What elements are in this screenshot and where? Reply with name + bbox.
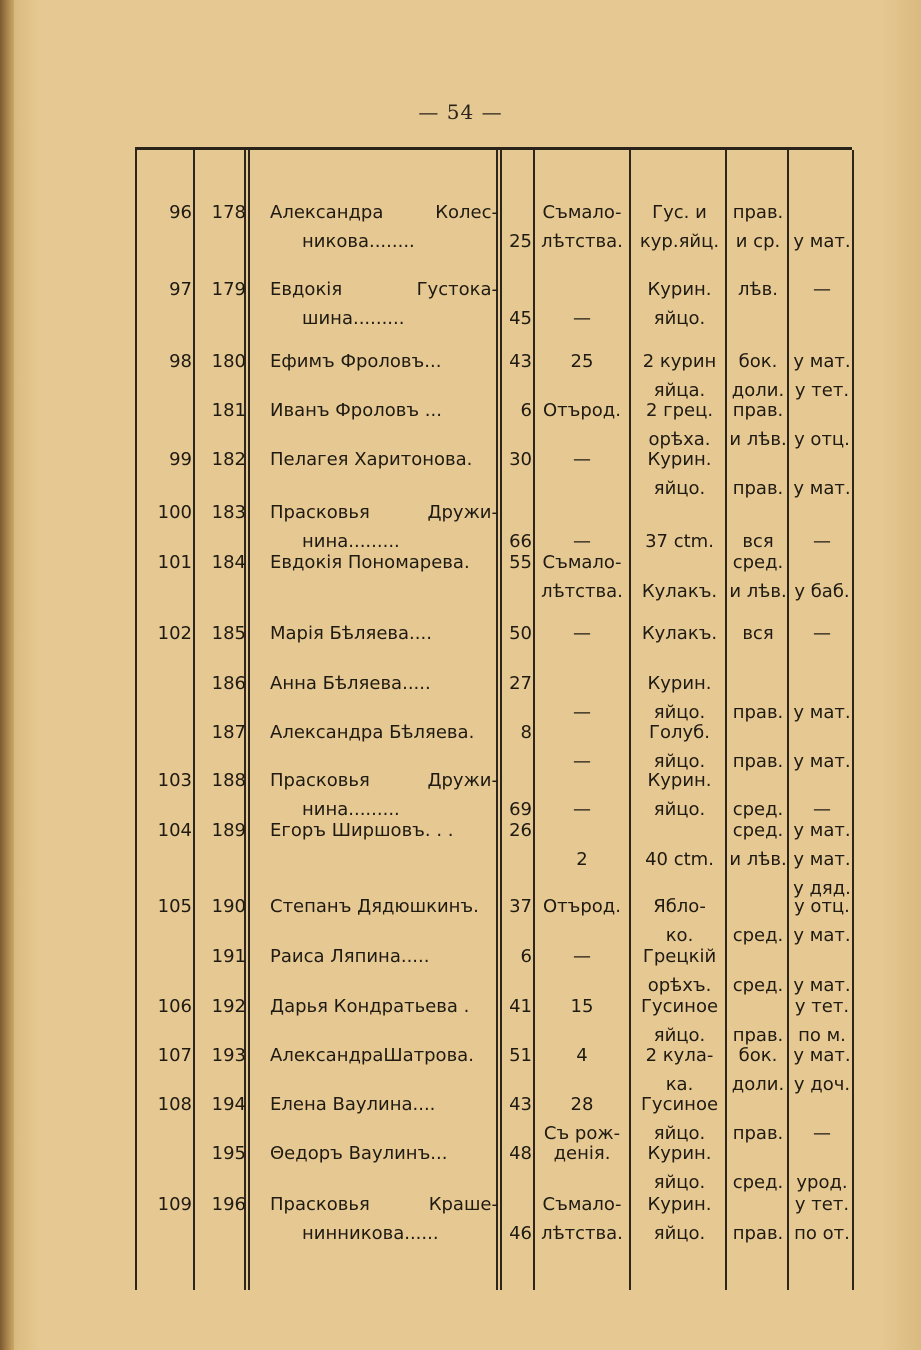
side-line: и ср. [735,231,781,252]
heredity-line [790,766,854,795]
size-line: ко. [665,925,694,946]
column-divider [533,150,535,1290]
side-line: прав. [732,1223,784,1244]
size-line: 2 грец. [645,400,714,421]
heredity-line: у мат. [793,925,851,946]
since-when [536,619,628,648]
heredity-line [790,548,854,577]
since-when [536,816,628,874]
size-description [633,445,726,503]
location-side [728,816,788,874]
person-name-line: Евдокія Густока- [270,279,498,300]
case-number: 194 [211,1094,246,1115]
size-line: Курин. [647,449,712,470]
since-when [536,445,628,474]
case-number: 190 [211,896,246,917]
location-side [728,1139,788,1197]
side-line [728,992,788,1021]
person-name [270,445,498,474]
age: 69 [509,799,532,820]
age: 6 [520,400,532,421]
heredity-line: — [813,799,831,820]
heredity-line: у отц. [794,429,850,450]
person-name-line: Θедоръ Ваулинъ... [270,1143,448,1164]
person-name [270,619,498,648]
side-line: бок. [738,351,778,372]
since-when-line [536,766,628,795]
side-line: прав. [732,751,784,772]
size-line: 37 ctm. [645,531,714,552]
age: 66 [509,531,532,552]
size-line: яйцо. [653,751,706,772]
person-name [270,1139,498,1168]
since-when-line: денія. [553,1143,611,1164]
heredity-line: у отц. [794,896,850,917]
heredity-note [790,198,854,256]
person-name-line: нина......... [302,799,400,820]
person-name-line: Анна Бѣляева..... [270,673,431,694]
person-name-line: Марія Бѣляева.... [270,623,432,644]
side-line: и лѣв. [729,581,787,602]
side-line: сред. [732,820,784,841]
person-name-line: Евдокія Пономарева. [270,552,470,573]
heredity-line: — [813,279,831,300]
location-side [728,548,788,606]
person-name-line: никова........ [302,231,415,252]
side-line: прав. [732,702,784,723]
heredity-line: у доч. [793,1074,851,1095]
size-line: 2 курин [642,351,717,372]
case-number: 192 [211,996,246,1017]
person-name-line: шина......... [302,308,405,329]
person-name-line: Прасковья Краше- [270,1194,498,1215]
case-number: 196 [211,1194,246,1215]
side-line: сред. [732,975,784,996]
case-number: 179 [211,279,246,300]
person-name [270,275,498,333]
size-line [633,498,726,527]
person-name [270,942,498,971]
serial-number: 96 [169,202,192,223]
size-line: 2 кула- [645,1045,714,1066]
size-line: Гусиное [640,996,719,1017]
serial-number: 100 [157,502,192,523]
size-line: яйцо. [653,1025,706,1046]
since-when [536,548,628,606]
location-side [728,445,788,503]
side-line: прав. [732,1025,784,1046]
size-line: яйцо. [653,702,706,723]
size-description [633,198,726,256]
heredity-line: у мат. [793,1045,851,1066]
person-name [270,347,498,376]
age: 55 [509,552,532,573]
heredity-line: у мат. [793,849,851,870]
age: 30 [509,449,532,470]
case-number: 186 [211,673,246,694]
person-name-line: АлександраШатрова. [270,1045,474,1066]
size-line: яйцо. [653,1123,706,1144]
heredity-line: — [813,531,831,552]
person-name [270,548,498,577]
size-description [633,275,726,333]
side-line [728,942,788,971]
side-line: лѣв. [738,279,778,300]
size-line: яйцо. [653,308,706,329]
side-line [728,718,788,747]
page-number: — 54 — [418,100,503,124]
age: 48 [509,1143,532,1164]
case-number: 185 [211,623,246,644]
since-when-line [536,498,628,527]
location-side [728,619,788,648]
person-name-line: нина......... [302,531,400,552]
person-name-line: Прасковья Дружи- [270,770,498,791]
size-line: Курин. [647,279,712,300]
person-name [270,718,498,747]
since-when-line [536,816,628,845]
person-name-line: Александра Колес- [270,202,498,223]
heredity-line: у мат. [793,975,851,996]
since-when-line: 4 [576,1045,588,1066]
side-line: и лѣв. [729,849,787,870]
since-when [536,892,628,921]
table-top-rule [135,147,852,150]
person-name-line: Степанъ Дядюшкинъ. [270,896,479,917]
size-line: Кулакъ. [641,581,718,602]
serial-number: 99 [169,449,192,470]
since-when-line: Отърод. [543,896,621,917]
since-when-line: 28 [570,1094,594,1115]
heredity-line: у мат. [793,351,851,372]
person-name [270,669,498,698]
location-side [728,198,788,256]
age: 50 [509,623,532,644]
heredity-line: у мат. [793,231,851,252]
side-line: вся [742,623,774,644]
person-name [270,1041,498,1070]
heredity-line: у тет. [794,996,850,1017]
age: 43 [509,351,532,372]
case-number: 184 [211,552,246,573]
size-line: орѣха. [648,429,711,450]
person-name-line: Пелагея Харитонова. [270,449,473,470]
since-when-line: Отърод. [543,400,621,421]
size-line: яйца. [653,380,706,401]
person-name-line: Александра Бѣляева. [270,722,475,743]
since-when-line: 2 [576,849,588,870]
case-number: 181 [211,400,246,421]
side-line [728,1190,788,1219]
since-when-line: лѣтства. [541,581,623,602]
since-when-line: Съ рож- [543,1123,621,1144]
case-number: 193 [211,1045,246,1066]
heredity-line [790,304,854,333]
case-number: 189 [211,820,246,841]
side-line: доли. [731,380,785,401]
size-description [633,548,726,606]
heredity-line: урод. [796,1172,848,1193]
heredity-line: у мат. [793,820,851,841]
side-line [728,669,788,698]
since-when [536,198,628,256]
since-when [536,992,628,1021]
since-when-line [536,275,628,304]
age: 43 [509,1094,532,1115]
side-line: вся [742,531,774,552]
age: 8 [520,722,532,743]
side-line [728,766,788,795]
age: 46 [509,1223,532,1244]
heredity-line: у баб. [794,581,850,602]
size-line: кур.яйц. [639,231,720,252]
case-number: 182 [211,449,246,470]
age: 27 [509,673,532,694]
side-line: сред. [732,1172,784,1193]
heredity-line: — [813,623,831,644]
since-when-line: лѣтства. [541,231,623,252]
heredity-line [790,1139,854,1168]
heredity-note [790,548,854,606]
since-when-line: — [573,623,591,644]
heredity-line [790,669,854,698]
serial-number: 97 [169,279,192,300]
person-name [270,1090,498,1119]
person-name-line: Раиса Ляпина..... [270,946,430,967]
heredity-line [790,396,854,425]
side-line: и лѣв. [729,429,787,450]
side-line: сред. [732,552,784,573]
since-when-line: 15 [570,996,594,1017]
age: 37 [509,896,532,917]
serial-number: 107 [157,1045,192,1066]
heredity-line [790,198,854,227]
case-number: 178 [211,202,246,223]
size-line: яйцо. [653,799,706,820]
side-line [728,1139,788,1168]
since-when-line: — [573,946,591,967]
size-description [633,1190,726,1248]
heredity-line [790,445,854,474]
serial-number: 104 [157,820,192,841]
side-line [728,498,788,527]
side-line: прав. [732,478,784,499]
since-when-line: лѣтства. [541,1223,623,1244]
heredity-note [790,816,854,903]
heredity-line: — [813,1123,831,1144]
size-line: Курин. [647,770,712,791]
side-line: бок. [738,1045,778,1066]
since-when [536,1041,628,1070]
size-line: Курин. [647,673,712,694]
since-when-line: Съмало- [542,1194,622,1215]
size-line [633,548,726,577]
case-number: 183 [211,502,246,523]
heredity-line: у мат. [793,751,851,772]
serial-number: 101 [157,552,192,573]
size-line: 40 ctm. [645,849,714,870]
age: 26 [509,820,532,841]
person-name-line: Ефимъ Фроловъ... [270,351,442,372]
since-when [536,396,628,425]
heredity-line: у тет. [794,380,850,401]
side-line [728,1090,788,1119]
heredity-line: у дяд. [793,878,851,899]
size-line: Ябло- [653,896,706,917]
side-line [728,892,788,921]
age: 6 [520,946,532,967]
side-line [728,304,788,333]
size-line: яйцо. [653,1223,706,1244]
side-line: сред. [732,799,784,820]
since-when-line [536,718,628,747]
size-description [633,816,726,874]
since-when-line: — [573,751,591,772]
serial-number: 103 [157,770,192,791]
heredity-line: у мат. [793,478,851,499]
case-number: 180 [211,351,246,372]
case-number: 195 [211,1143,246,1164]
age: 51 [509,1045,532,1066]
size-line: яйцо. [653,478,706,499]
serial-number: 98 [169,351,192,372]
heredity-line: по от. [794,1223,850,1244]
since-when-line: — [573,308,591,329]
heredity-line [790,498,854,527]
size-line: Грецкій [642,946,717,967]
person-name [270,396,498,425]
location-side [728,1190,788,1248]
since-when [536,275,628,333]
since-when [536,942,628,971]
person-name-line: Елена Ваулина.... [270,1094,436,1115]
person-name [270,198,498,256]
side-line: прав. [732,202,784,223]
person-name-line: Дарья Кондратьева . [270,996,470,1017]
size-line: яйцо. [653,1172,706,1193]
size-line [633,816,726,845]
age: 45 [509,308,532,329]
serial-number: 109 [157,1194,192,1215]
since-when-line: Съмало- [542,552,622,573]
person-name-line: Иванъ Фроловъ ... [270,400,442,421]
since-when [536,347,628,376]
side-line: прав. [732,400,784,421]
person-name [270,892,498,921]
case-number: 188 [211,770,246,791]
size-description [633,1139,726,1197]
since-when-line: Съмало- [542,202,622,223]
heredity-note [790,1139,854,1197]
person-name-line: Егоръ Ширшовъ. . . [270,820,454,841]
age: 25 [509,231,532,252]
since-when-line: — [573,702,591,723]
side-line: сред. [732,925,784,946]
book-spine [0,0,14,1350]
side-line: доли. [731,1074,785,1095]
case-number: 191 [211,946,246,967]
heredity-line [790,718,854,747]
since-when-line: — [573,449,591,470]
person-name-line: Прасковья Дружи- [270,502,498,523]
person-name [270,992,498,1021]
size-line: Гусиное [640,1094,719,1115]
size-line: Голуб. [649,722,710,743]
serial-number: 105 [157,896,192,917]
heredity-note [790,1190,854,1248]
heredity-note [790,445,854,503]
location-side [728,275,788,333]
serial-number: 108 [157,1094,192,1115]
heredity-line: по м. [798,1025,846,1046]
heredity-line [790,942,854,971]
serial-number: 102 [157,623,192,644]
size-line: Курин. [647,1194,712,1215]
column-divider [629,150,631,1290]
size-description [633,619,726,648]
side-line: прав. [732,1123,784,1144]
column-divider [193,150,195,1290]
table-border-left [135,150,137,1290]
heredity-note [790,619,854,648]
since-when-line: 25 [570,351,594,372]
heredity-note [790,275,854,333]
size-line: ка. [665,1074,694,1095]
side-line [728,445,788,474]
since-when-line [536,669,628,698]
heredity-line: у мат. [793,702,851,723]
since-when-line: — [573,531,591,552]
size-line: Кулакъ. [641,623,718,644]
since-when [536,1139,628,1168]
size-line: Курин. [647,1143,712,1164]
person-name [270,1190,498,1248]
since-when [536,1190,628,1248]
since-when-line: — [573,799,591,820]
serial-number: 106 [157,996,192,1017]
case-number: 187 [211,722,246,743]
heredity-line [790,1090,854,1119]
age: 41 [509,996,532,1017]
size-line: орѣхъ. [647,975,712,996]
person-name [270,816,498,845]
heredity-line: у тет. [794,1194,850,1215]
person-name-line: нинникова...... [302,1223,439,1244]
size-line: Гус. и [652,202,707,223]
